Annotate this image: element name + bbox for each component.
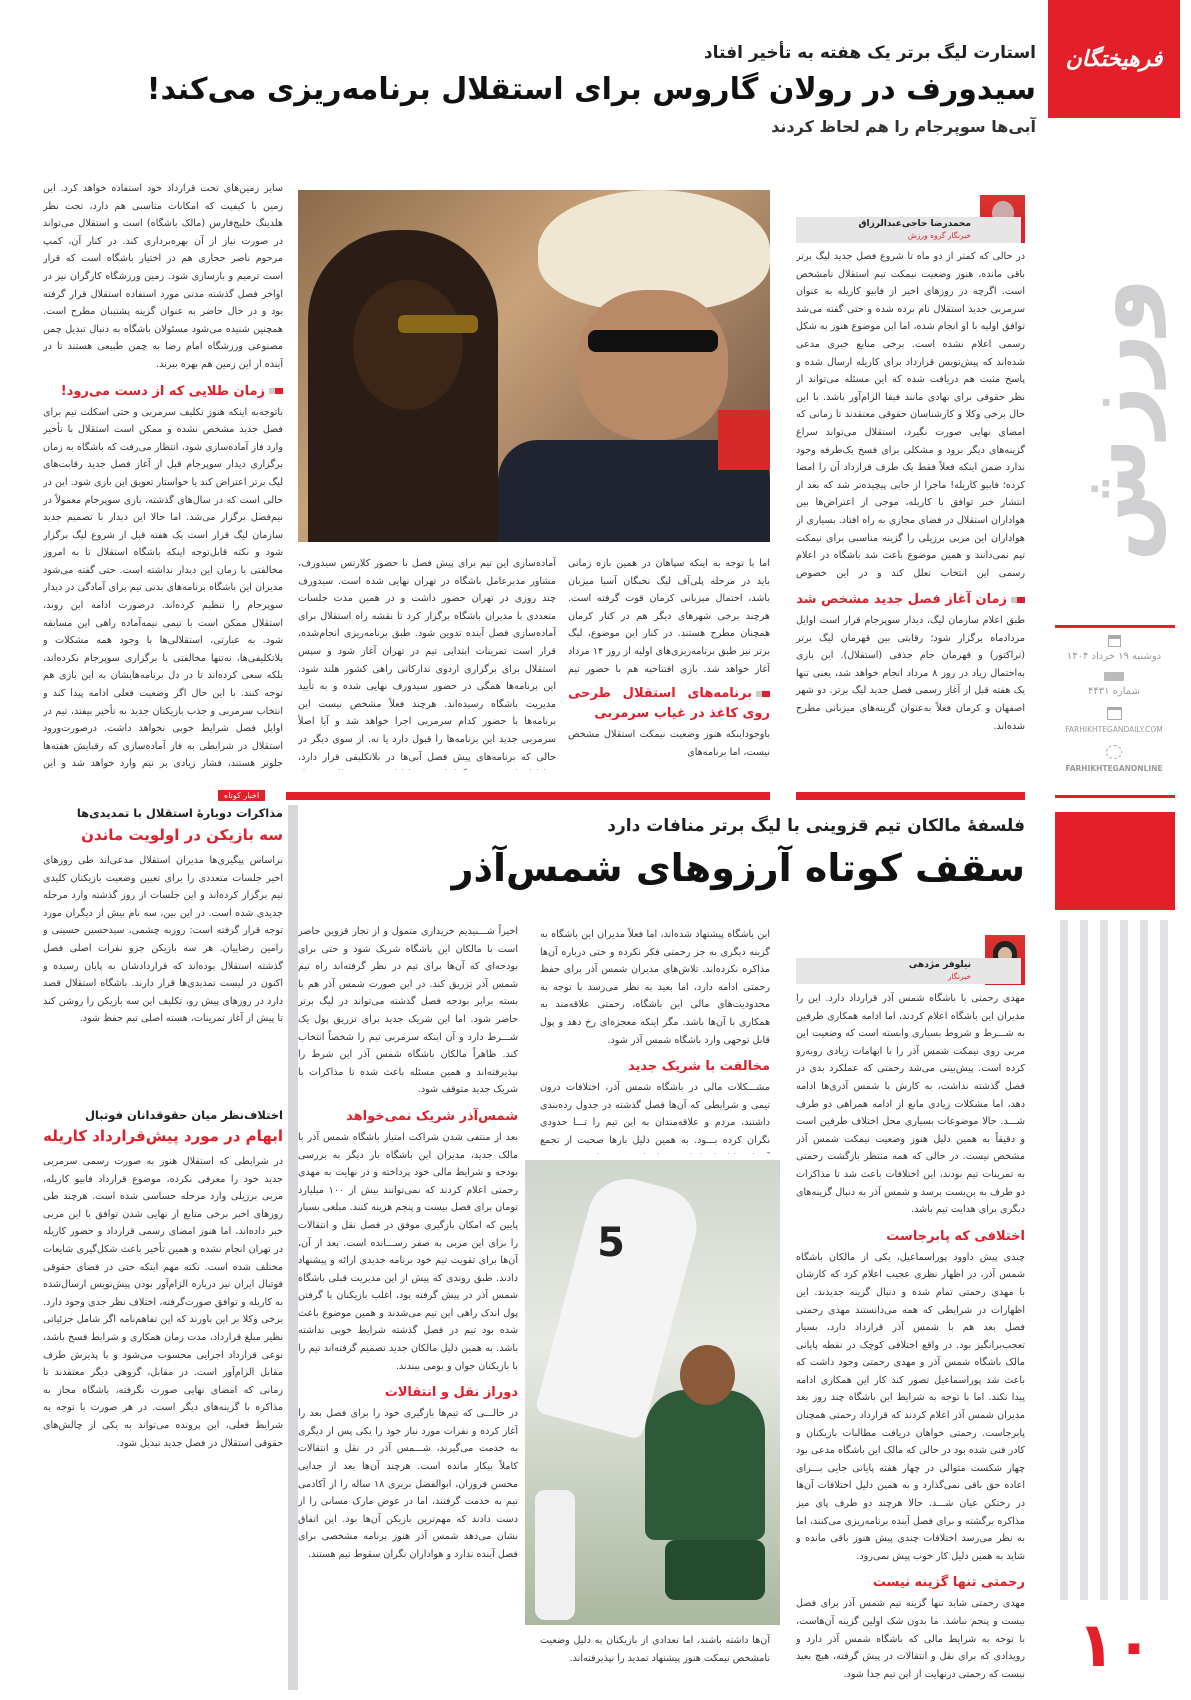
author-byline xyxy=(796,217,1025,243)
stripe xyxy=(1120,920,1128,1600)
logo-box xyxy=(1048,0,1180,118)
subheading-marker-icon xyxy=(269,388,283,394)
subheading: زمان طلایی که از دست می‌رود! xyxy=(43,382,283,402)
web-icon xyxy=(1107,707,1122,720)
top-kicker: استارت لیگ برتر یک هفته به تأخیر افتاد xyxy=(703,43,1036,63)
top-dek: آبی‌ها سوپرجام را هم لحاظ کردند xyxy=(771,117,1036,136)
section-divider xyxy=(796,792,1025,800)
stripe xyxy=(1060,920,1068,1600)
author-name: محمدرضا حاجی‌عبدالرزاق xyxy=(858,219,971,229)
subheading: زمان آغاز فصل جدید مشخص شد xyxy=(796,590,1025,610)
brief-kicker: مذاکرات دوبارهٔ استقلال با تمدیدی‌ها xyxy=(76,806,283,820)
red-block xyxy=(1055,812,1175,910)
stripe xyxy=(1140,920,1148,1600)
subheading: اختلافی که پابرجاست xyxy=(886,1228,1025,1244)
article-column-continued: برنامه‌های استقلال طرحی روی کاغذ در غیاب سرمربی باوجوداینکه هنوز وضعیت نیمکت استقلال مشخص نیست، اما برنامه‌های xyxy=(568,686,770,758)
sidebar-divider xyxy=(1055,795,1175,798)
bottom-headline: سقف کوتاه آرزوهای شمس‌آذر xyxy=(451,846,1025,890)
football-photo: 5 xyxy=(525,1160,780,1625)
brief-headline: سه بازیکن در اولویت ماندن xyxy=(81,826,283,844)
article-column: مهدی رحمتی با باشگاه شمس آذر قرارداد دارد. این را مدیران این باشگاه اعلام کردند، اما ادامه همکاری طرفین به شـــرط و شروط بسیاری وابسته است که وضعیت این مربی روی نیمکت شمس آذر را با ابهامات زیادی روبه‌رو کرده است. پیش‌بینی می‌شد رحمتی که عملکرد بدی در فصل گذشته نداشت، به کارش با شمس آذری‌ها ادامه دهد، اما مشکلات زیادی مانع از ادامه همراهی دو طرف شـــد. حالا موضوعات بسیاری محل اختلاف طرفین است و دقیقاً به همین دلیل هنوز وضعیت نیمکت شمس آذر مشخص نیست. در حالی که همه منتظر بازگشت رحمتی به تمرینات تیم بودند، این اختلافات باعث شد تا مذاکرات دو طرف به بن‌بست برسد و شمس آذر به دنبال گزینه‌های دیگری برای هدایت تیم باشد. اختلافی که پابرجاست چندی پیش داوود پوراسماعیل، یکی از مالکان باشگاه شمس آذر، در اظهار نظری عجیب اعلام کرد که کارشان با مهدی رحمتی تمام شده و دنبال گزینه جدیدند. این اظهارات در شرایطی که همه می‌دانستند مهدی رحمتی فصل بعد هم با شمس آذر قرارداد دارد، بسیار تعجب‌برانگیز بود. در واقع اختلافی کوچک در نقطه پایانی مالک باشگاه شمس آذر و مهدی رحمتی وجود داشت که باعث شد پوراسماعیل تصور کند کار این همکاری ادامه پیدا نکند. اما با توجه به شرایط این باشگاه چند روز بعد مدیران شمس آذر اعلام کردند که قرارداد رحمتی همچنان پابرجاست. رحمتی خواهان دریافت مطالبات بازیکنان و کادر فنی شده بود در حالی که مالک این باشگاه مدعی بود چهار شکست متوالی در چهار هفته پایانی جایی بـــرای اعاده حق باقی نمی‌گذارد و به همین دلیل اختلافات آن‌ها در رختکن عیان شـــد. حالا هرچند دو طرف پای میز مذاکره برگشته و برای فصل آینده برنامه‌ریزی می‌کنند، اما به نظر می‌رسد اختلافات چندی پیش هنوز باقی مانده و شاید به همین دلیل کار خوب پیش نمی‌رود. رحمتی تنها گزینه نیست مهدی رحمتی شاید تنها گزینه تیم شمس آذر برای فصل بیست و پنجم نباشد. ما بدون شک اولین گزینه آن‌هاست، با توجه به شرایط مالی که باشگاه شمس آذر دارد و رویدادی که برای نقل و انتقالات در پیش گرفته، هیچ بعید نیست که رحمتی درنهایت از این تیم جدا شود. xyxy=(796,993,1025,1680)
top-header xyxy=(80,40,1036,140)
briefs-rail-cap xyxy=(286,792,298,800)
calendar-icon xyxy=(1108,635,1121,647)
subheading: برنامه‌های استقلال طرحی روی کاغذ در غیاب سرمربی xyxy=(568,686,770,721)
brief-body: براساس پیگیری‌ها مدیران استقلال مدعی‌اند طی روزهای اخیر جلسات متعددی را برای تعیین وضعیت بازیکنان کلیدی تیم برگزار کرده‌اند و این جلسات از روز گذشته وارد مرحله جدیدی شده است. در این بین، سه نام بیش از دیگران مورد توجه قرار گرفته است: روزبه چشمی، سیدحسین حسینی و رامین رضاییان. هر سه بازیکن جزو نفرات اصلی فصل گذشته استقلال بوده‌اند که قراردادشان به پایان رسیده و اکنون در لیست تمدیدی‌ها قرار دارند. باشگاه استقلال قصد دارد در روزهای پیش رو، تکلیف این سه بازیکن را روشن کند تا پیش از آغاز تمرینات، هسته اصلی تیم حفظ شود. xyxy=(43,855,283,1025)
bottom-header xyxy=(310,812,1025,896)
section-divider xyxy=(296,792,770,800)
subheading: دوراز نقل و انتقالات xyxy=(384,1385,518,1401)
section-title: ورزش xyxy=(1061,278,1166,562)
stripe xyxy=(1160,920,1168,1600)
sidebar-divider xyxy=(1055,625,1175,628)
stripe xyxy=(1100,920,1108,1600)
briefs-label: اخبار کوتاه xyxy=(218,790,265,801)
logo-text: فرهیختگان xyxy=(1065,46,1163,72)
issn-icon xyxy=(1104,672,1124,681)
author-role: خبرنگار xyxy=(947,972,971,981)
page-number: ۱۰ xyxy=(1077,1608,1153,1681)
article-column: در حالی که کمتر از دو ماه تا شروع فصل جدید لیگ برتر باقی مانده، هنوز وضعیت نیمکت تیم استقلال نامشخص است. اگرچه در روزهای اخیر از فابیو کاریله به عنوان سرمربی جدید استقلال نام برده شده و حتی گفته می‌شد توافق اولیه با او انجام شده، اما این موضوع هنوز به شکل رسمی اعلام نشده است. برخی منابع خبری مدعی شده‌اند که پیش‌نویس قرارداد برای کاریله ارسال شده و پاسخ مثبت هم دریافت شده که این مسئله می‌تواند از نظر حقوقی برای نهادی مانند فیفا الزام‌آور باشد. با این حال برخی وکلا و کارشناسان حقوقی معتقدند تا زمانی که امضای نهایی صورت نگیرد، استقلال می‌تواند سراغ گزینه‌های دیگر برود و مشکلی برای فسخ یک‌طرفه وجود ندارد ضمن اینکه فعلاً فقط یک طرف قرارداد آن را امضا کرده؛ فابیو کاریله! ماجرا از جایی پیچیده‌تر شد که بعد از انتشار خبر توافق با کاریله، موجی از اعتراض‌ها بین هواداران استقلال در فضای مجازی به راه افتاد. بسیاری از هواداران این مربی برزیلی را گزینه مناسبی برای نیمکت تیم نمی‌دانند و همین موضوع باعث شد باشگاه در اعلام رسمی این انتخاب تعلل کند و در این خصوص xyxy=(796,251,1025,579)
bottom-kicker: فلسفهٔ مالکان تیم قزوینی با لیگ برتر منافات دارد xyxy=(607,816,1025,836)
article-column: آماده‌سازی این تیم برای پیش فصل با حضور کلارنس سیدورف، مشاور مدیرعامل باشگاه در تهران نهایی شده است. سیدورف چند روزی در تهران حضور داشت و در همین مدت جلسات متعددی با مدیران باشگاه برگزار کرد تا نقشه راه استقلال برای آماده‌سازی فصل آینده تدوین شود. طبق برنامه‌ریزی انجام‌شده، قرار است تمرینات ابتدایی تیم در تهران آغاز شود و سپس استقلال برای برگزاری اردوی تدارکاتی راهی کشور هلند شود. این برنامه‌ها همگی در حضور سیدورف نهایی شده و به تأیید مدیریت باشگاه رسیده‌اند. هرچند فعلاً مشخص نیست این برنامه‌ها با حضور کدام سرمربی اجرا خواهد شد و آیا اصلاً سرمربی جدید این برنامه‌ها را قبول دارد یا نه. از سوی دیگر در حالی که برنامه‌های پیش فصل آبی‌ها در بلاتکلیفی قرار دارد، xyxy=(298,558,556,763)
author-role: خبرنگار گروه ورزش xyxy=(907,231,971,240)
website-link[interactable]: FARHIKHTEGANDAILY.COM xyxy=(1065,725,1163,734)
briefs-rail xyxy=(288,805,298,1690)
social-handle[interactable]: FARHIKHTEGANONLINE xyxy=(1065,764,1163,773)
article-column: این باشگاه پیشنهاد شده‌اند، اما فعلاً مدیران این باشگاه به گزینه دیگری به جز رحمتی فکر نکرده و حتی درباره آن‌ها مذاکره نکرده‌اند. تلاش‌های مدیران شمس آذر برای حفظ رحمتی ادامه دارد، اما بعید به نظر می‌رسد با توجه به محدودیت‌های مالی این باشگاه، رحمتی علاقه‌مند به همکاری با آن‌ها باشد. مگر اینکه معجزه‌ای رخ دهد و پول قابل توجهی وارد باشگاه شمس آذر شود. مخالفت با شریک جدید مشـــکلات مالی در باشگاه شمس آذر، اختلافات درون تیمی و شرایطی که آن‌ها فصل گذشته در جدول رده‌بندی داشتند، مردم و علاقه‌مندان به این تیم را تـــا حدودی نگران کرده بـــود. به همین دلیل بارها صحبت از تجمع xyxy=(540,929,770,1146)
article-column: سایر زمین‌های تحت قرارداد خود استفاده خواهد کرد. این زمین با کیفیت که امکانات مناسبی هم دارد، تحت نظر هلدینگ خلیج‌فارس (مالک باشگاه) است و استقلال می‌تواند در صورت نیاز از آن بهره‌برداری کند. در کنار آن، کمپ مرحوم ناصر حجازی هم در اختیار باشگاه است که قرار است ترمیم و بازسازی شود. زمین ورزشگاه کارگران نیز در اواخر فصل گذشته مدتی مورد استفاده استقلال قرار گرفته بود و در حال حاضر به عنوان گزینه پشتیبان مطرح است. همچنین شنیده می‌شود مسئولان باشگاه به دنبال تبدیل چمن مصنوعی ورزشگاه امام رضا به چمن طبیعی هستند تا در آینده از این زمین هم بهره ببرند. زمان طلایی که از دست می‌رود! باتوجه‌به اینکه هنوز تکلیف سرمربی و حتی اسکلت تیم برای فصل جدید مشخص نشده و ممکن است استقلال با تأخیر وارد فاز آماده‌سازی شود، انتظار می‌رفت که باشگاه به زمان برگزاری دیدار سوپرجام قبل از آغاز فصل جدید رقابت‌های لیگ برتر اعتراض کند یا خواستار تعویق این بازی شود. این در حالی است که در سال‌های گذشته، بازی سوپرجام معمولاً در نیم‌فصل برگزار می‌شد. اما حالا این دیدار با تصمیم جدید سازمان لیگ قرار است یک هفته قبل از شروع لیگ برگزار شود و نکته قابل‌توجه اینکه باشگاه استقلال تا به امروز مخالفتی با زمان این دیدار نداشته است. حتی گفته می‌شود مدیران این باشگاه برنامه‌های بدنی تیم برای آمادگی در دیدار سوپرجام را تنظیم کرده‌اند. درصورت ادامه این روند، استقلال ممکن است با تیمی نیمه‌آماده راهی این مسابقه شود. به عبارتی، استقلالی‌ها با وجود همه مشکلات و بلاتکلیفی‌ها، نه‌تنها مخالفتی با برگزاری سوپرجام نکرده‌اند، بلکه سعی کرده‌اند تا در دل برنامه‌هایشان به این بازی هم توجه کنند. با این حال اگر وضعیت فعلی ادامه پیدا کند و انتخاب سرمربی و جذب بازیکنان جدید به تأخیر بیفتد، تیم در اوایل فصل شرایط خوبی نخواهد داشت. درصورت‌ورود استقلال در شرایطی به فاز آماده‌سازی که رقبایش هفته‌ها جلوتر هستند، فشار زیادی بر تیم وارد خواهد شد و این xyxy=(43,183,283,770)
subheading-marker-icon xyxy=(1011,597,1025,603)
article-column: اما با توجه به اینکه سپاهان در همین بازه زمانی باید در مرحله پلی‌آف لیگ نخبگان آسیا میزبان باشد، احتمال میزبانی کرمان قوت گرفته است. هرچند برخی شهرهای دیگر هم در کنار کرمان همچنان مطرح هستند. در کنار این موضوع، لیگ برتر نیز طبق برنامه‌ریزی‌های اولیه از روز ۱۴ مرداد آغاز خواهد شد. بازی افتتاحیه هم با حضور تیم xyxy=(568,558,770,675)
stripe xyxy=(1080,920,1088,1600)
issue-info xyxy=(1048,635,1180,776)
issue-number: شماره ۴۴۳۱ xyxy=(1088,686,1140,697)
issue-date: دوشنبه ۱۹ خرداد ۱۴۰۴ xyxy=(1066,651,1162,662)
brief-body: در شرایطی که استقلال هنوز به صورت رسمی سرمربی جدید خود را معرفی نکرده، موضوع قرارداد فابیو کاریله، مربی برزیلی وارد مرحله حساسی شده است. هرچند طی روزهای اخیر برخی منابع از نهایی شدن توافق با این مربی خبر داده‌اند، اما هنوز امضای رسمی قرارداد و حضور کاریله در تهران انجام نشده و همین تأخیر باعث شکل‌گیری شایعات مختلف شده است. نکته مهم اینکه حتی در فضای حقوقی فوتبال ایران نیز درباره الزام‌آور بودن پیش‌نویس ارسال‌شده به کاریله و توافق صورت‌گرفته، اختلاف نظر جدی وجود دارد. برخی وکلا بر این باورند که این تفاهم‌نامه اگر شامل جزئیاتی نظیر مبلغ قرارداد، مدت زمان همکاری و شرایط فسخ باشد، نوعی قرارداد اجرایی محسوب می‌شود و با پذیرش طرف مقابل الزام‌آور است. در مقابل، گروهی دیگر معتقدند تا زمانی که امضای نهایی صورت نگرفته، باشگاه مجاز به مذاکره با گزینه‌های دیگر است. در هر صورت با توجه به شرایط فعلی، این پرونده می‌تواند به یکی از چالش‌های حقوقی استقلال در فصل جدید تبدیل شود. xyxy=(43,1156,283,1449)
article-column: آن‌ها داشته باشند، اما تعدادی از بازیکنان به دلیل وضعیت نامشخص نیمکت هنوز پیشنهاد تمدید را نپذیرفته‌اند. xyxy=(540,1635,770,1664)
article-column: اخیراً شـــنیدیم خریداری متمول و از تجار قزوین حاضر است با مالکان این باشگاه شریک شود و حتی برای بودجه‌ای که آن‌ها برای تیم در نظر گرفته‌اند راه تیم شمس آذر تزریق کند. در این صورت شمس آذر هم با بسته برابر بودجه فصل گذشته می‌تواند در لیگ برتر حاضر شود. اما این شریک جدید برای تزریق پول یک شـــرط دارد و آن اینکه سرمربی تیم را شخصاً انتخاب کند. ظاهراً مالکان باشگاه شمس آذر این شرط را نپذیرفته‌اند و همین مسئله باعث شده تا مذاکرات با شریک جدید متوقف شود. شمس‌آذر شریک نمی‌خواهد بعد از منتفی شدن شراکت امتیاز باشگاه شمس آذر با مالک جدید، مدیران این باشگاه بار دیگر به بررسی بودجه و شرایط مالی خود پرداخته و در نهایت به مهدی رحمتی اعلام کردند که نمی‌توانند بیش از ۱۰۰ میلیارد تومان برای فصل بیست و پنجم هزینه کنند. مبلغی بسیار پایین که امکان بازگیری موفق در فصل نقل و انتقالات را برای این مربی به صفر رســـانده است. بعد از آن، آن‌ها برای تقویت تیم خود برنامه جدیدی ارائه و پیشنهاد دادند. طبق روندی که پیش از این مدیریت قبلی باشگاه شمس آذر در پیش گرفته بود، اغلب بازیکنان با گرفتن پول اندک راهی این تیم می‌شدند و همین موضوع باعث شده بود تیم در فصل گذشته شرایط خوبی نداشته باشد. به همین دلیل مالکان جدید تصمیم گرفته‌اند تیم را با بازیکنان جوان و بومی ببندند. دوراز نقل و انتقالات در حالـــی که تیم‌ها بازگیری خود را برای فصل بعد را آغاز کرده و نفرات مورد نیاز خود را یکی پس از دیگری به خدمت می‌گیرند، شـــمس آذر در نقل و انتقالات کاملاً بیکار مانده است. هرچند آن‌ها بعد از جدایی محسن فروزان، ابوالفضل بریری ۱۸ ساله را از آکادمی تیم به خدمت گرفتند، اما در عوض مارک مسانی را از دست دادند که مهم‌ترین بازیکن آن‌ها بود. این اتفاق نشان می‌دهد شمس آذر هنوز برنامه مشخصی برای فصل آینده ندارد و هواداران نگران سقوط تیم هستند. xyxy=(298,926,518,1560)
seedorf-photo xyxy=(298,190,770,542)
subheading: شمس‌آذر شریک نمی‌خواهد xyxy=(346,1108,518,1124)
subheading: رحمتی تنها گزینه نیست xyxy=(872,1575,1025,1591)
author-name: نیلوفر مژدهی xyxy=(908,960,971,970)
author-byline xyxy=(796,958,1025,984)
subheading-marker-icon xyxy=(756,691,770,697)
brief-kicker: اختلاف‌نظر میان حقوقدانان فوتبال xyxy=(84,1108,283,1122)
brief-headline: ابهام در مورد پیش‌قرارداد کاریله xyxy=(43,1127,283,1145)
top-headline: سیدورف در رولان گاروس برای استقلال برنامه‌ریزی می‌کند! xyxy=(146,72,1036,107)
article-column-continued: زمان آغاز فصل جدید مشخص شد طبق اعلام سازمان لیگ، دیدار سوپرجام قرار است اوایل مردادماه برگزار شود؛ رقابتی بین قهرمان لیگ برتر (تراکتور) و قهرمان جام حذفی (استقلال). این بازی به‌احتمال زیاد در روز ۸ مرداد انجام خواهد شد، یعنی تنها یک هفته قبل از آغاز رسمی فصل جدید لیگ برتر. دو شهر اصفهان و کرمان فعلاً به‌عنوان گزینه‌های میزبانی مطرح شده‌اند. xyxy=(796,592,1026,732)
subheading: مخالفت با شریک جدید xyxy=(628,1059,770,1075)
social-icon xyxy=(1106,745,1122,759)
